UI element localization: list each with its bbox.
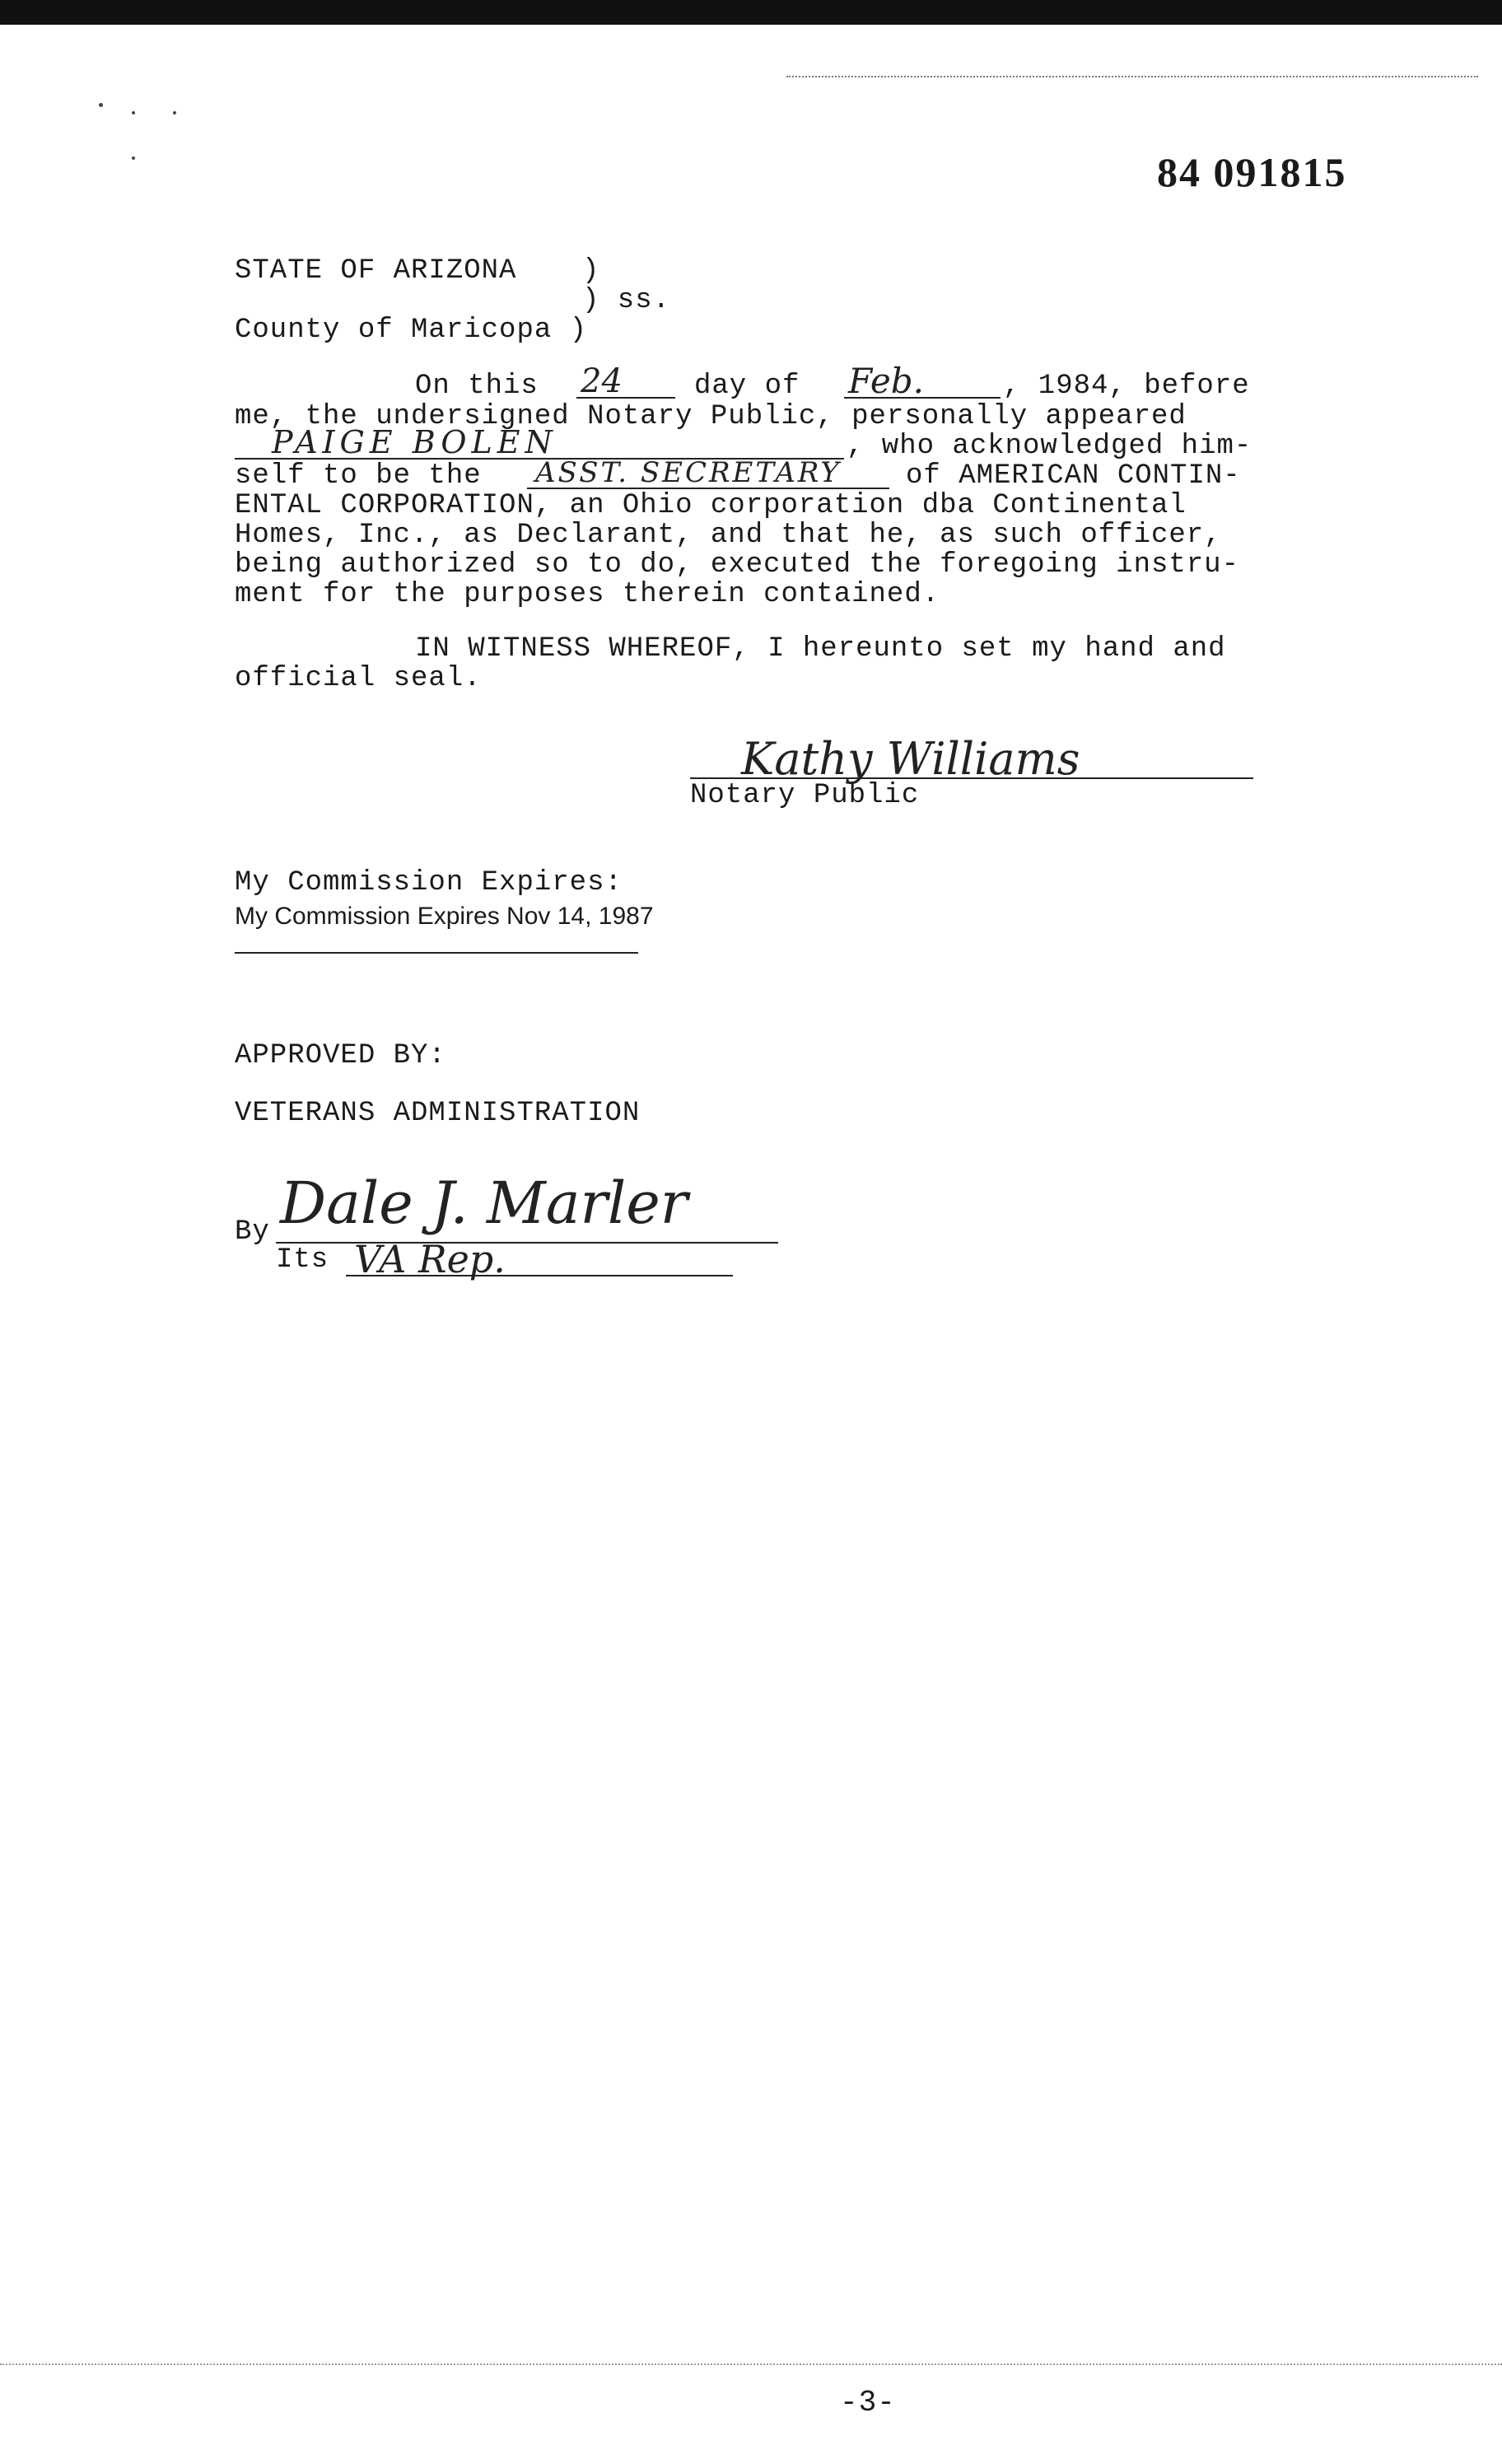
- agency-name: VETERANS ADMINISTRATION: [235, 1098, 641, 1129]
- state-line: STATE OF ARIZONA: [235, 255, 517, 287]
- approval-signature-line: [276, 1242, 778, 1244]
- county-line: County of Maricopa ): [235, 315, 588, 346]
- witness-text: official seal.: [235, 663, 482, 694]
- ack-text: , 1984, before: [1003, 371, 1250, 402]
- day-handwritten: 24: [581, 362, 623, 400]
- ack-text: of AMERICAN CONTIN-: [906, 460, 1241, 492]
- notary-signature: Kathy Williams: [741, 733, 1080, 785]
- commission-line: [235, 952, 638, 954]
- ack-text: day of: [694, 371, 800, 402]
- approved-by-label: APPROVED BY:: [235, 1040, 446, 1071]
- ack-text: On this: [415, 371, 539, 402]
- venue-paren: ): [582, 255, 600, 287]
- scan-speck: [99, 103, 103, 107]
- scan-edge: [0, 0, 1502, 25]
- ack-text: ment for the purposes therein contained.: [235, 579, 940, 610]
- ack-text: Homes, Inc., as Declarant, and that he, as such officer,: [235, 520, 1222, 551]
- notary-label: Notary Public: [690, 780, 920, 811]
- ack-text: being authorized so to do, executed the foregoing instru-: [235, 549, 1239, 581]
- title-handwritten: ASST. SECRETARY: [535, 456, 842, 489]
- commission-label: My Commission Expires:: [235, 867, 623, 898]
- witness-text: IN WITNESS WHEREOF, I hereunto set my hand and: [415, 633, 1226, 665]
- ack-text: , who acknowledged him-: [847, 431, 1252, 462]
- scan-speck: [173, 111, 176, 114]
- notary-signature-line: [690, 777, 1253, 779]
- appeared-name-handwritten: PAIGE BOLEN: [272, 424, 557, 460]
- venue-ss: ) ss.: [582, 285, 671, 316]
- commission-stamp: My Commission Expires Nov 14, 1987: [235, 903, 654, 930]
- scan-line: [0, 2362, 1502, 2365]
- by-label: By: [235, 1216, 270, 1248]
- scan-speck: [132, 111, 135, 114]
- page-number: -3-: [840, 2386, 896, 2420]
- approval-signature: Dale J. Marler: [280, 1169, 688, 1237]
- its-line: [346, 1275, 733, 1276]
- document-number: 84 091815: [1157, 149, 1347, 195]
- ack-text: ENTAL CORPORATION, an Ohio corporation dba Continental: [235, 490, 1187, 521]
- ack-text: me, the undersigned Notary Public, personally appeared: [235, 401, 1187, 432]
- month-handwritten: Feb.: [848, 361, 924, 401]
- scan-speck: [132, 156, 135, 160]
- its-label: Its: [276, 1244, 329, 1276]
- its-handwritten: VA Rep.: [354, 1237, 506, 1281]
- scan-line: [786, 74, 1478, 77]
- ack-text: self to be the: [235, 460, 482, 492]
